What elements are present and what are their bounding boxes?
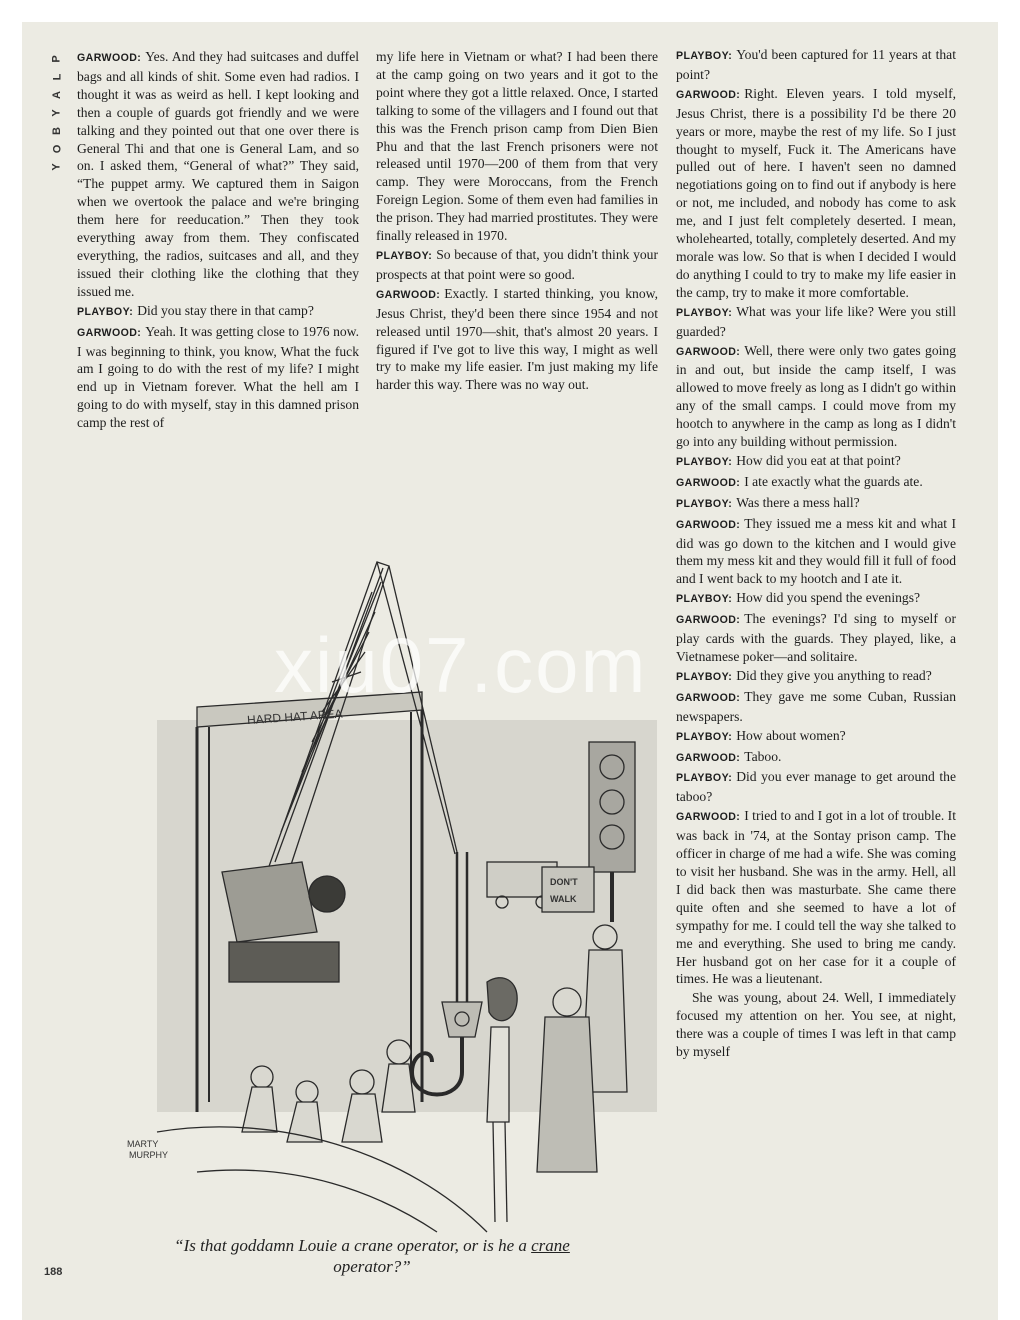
- speaker-label: GARWOOD:: [676, 751, 741, 764]
- text-column-3: [676, 46, 956, 1062]
- paragraph-text: They issued me a mess kit and what I did was go down to the kitchen and I would give them my mess kit and they would fill it full of food and I went back to my hootch and I ate it.: [676, 515, 956, 587]
- speaker-label: GARWOOD:: [676, 691, 741, 704]
- caption-part-2: operator?”: [333, 1257, 411, 1276]
- magazine-page: [22, 22, 998, 1320]
- interview-paragraph: [676, 515, 956, 589]
- interview-paragraph: [676, 748, 956, 768]
- speaker-label: PLAYBOY:: [676, 670, 733, 683]
- speaker-label: PLAYBOY:: [676, 455, 733, 468]
- artist-signature-line2: MURPHY: [129, 1150, 169, 1160]
- speaker-label: GARWOOD:: [676, 88, 741, 101]
- speaker-label: PLAYBOY:: [676, 306, 733, 319]
- speaker-label: PLAYBOY:: [676, 730, 733, 743]
- brand-letter: L: [50, 73, 63, 81]
- caption-emphasis: crane: [531, 1236, 570, 1255]
- speaker-label: GARWOOD:: [676, 811, 741, 824]
- interview-paragraph: [676, 342, 956, 451]
- speaker-label: GARWOOD:: [676, 518, 741, 531]
- page-number: 188: [44, 1266, 63, 1278]
- speaker-label: GARWOOD:: [77, 326, 142, 339]
- interview-paragraph: [676, 303, 956, 341]
- interview-paragraph: [77, 323, 359, 432]
- interview-paragraph: [77, 48, 359, 301]
- text-column-2: [376, 48, 658, 395]
- paragraph-text: I tried to and I got in a lot of trouble. It was back in '74, at the Sontay prison camp. The officer in charge of me had a wife. She was coming to visit her husband. She was in the army. Hell, all I did back then was masturbate. She came there quite often and she seemed to have a lot of sympathy for me. I could tell the way she talked to me and everything. She used to bring me candy. Her husband got on her case for it a couple of times. He was a lieutenant.: [676, 808, 956, 987]
- dont-walk-sign-line1: DON'T: [550, 877, 578, 887]
- speaker-label: GARWOOD:: [676, 614, 741, 627]
- artist-signature-line1: MARTY: [127, 1139, 159, 1149]
- paragraph-text: What was your life like? Were you still guarded?: [676, 303, 956, 339]
- paragraph-text: Exactly. I started thinking, you know, Jesus Christ, they'd been there since 1954 and not released until 1970—shit, that's almost 20 years. I figured if I've got to live this way, I might as well try to make my life easier. I'm just making my life harder this way. There was no way out.: [376, 285, 658, 393]
- paragraph-text: Did you stay there in that camp?: [137, 302, 314, 318]
- dont-walk-sign-line2: WALK: [550, 894, 577, 904]
- paragraph-text: Was there a mess hall?: [736, 494, 860, 510]
- cartoon-illustration: [127, 532, 657, 1252]
- speaker-label: PLAYBOY:: [676, 497, 733, 510]
- paragraph-text: Did they give you anything to read?: [736, 667, 932, 683]
- paragraph-text: Taboo.: [744, 748, 782, 764]
- interview-paragraph: [676, 46, 956, 84]
- interview-paragraph: [676, 473, 956, 493]
- paragraph-text: Yes. And they had suitcases and duffel bags and all kinds of shit. Some even had radios. I thought it was as weird as hell. I kept looking and then a couple of guards got friendly and we were talking and they pointed out that one over there is General Thi and that one is General Lam, and so on. I asked them, “General of what?” They said, “The puppet army. We captured them in Saigon when we overtook the palace and we're bringing them here for reeducation.” Then they took everything away from them. They confiscated everything, the radios, suitcases and all, and they issued their clothing like the clothing that they issued me.: [77, 49, 359, 299]
- paragraph-text: I ate exactly what the guards ate.: [744, 473, 923, 489]
- paragraph-text: How did you eat at that point?: [736, 452, 901, 468]
- hard-hat-sign-text: HARD HAT AREA: [246, 706, 343, 728]
- interview-paragraph: [376, 285, 658, 394]
- caption-part-1: “Is that goddamn Louie a crane operator, or is he a: [174, 1236, 532, 1255]
- interview-paragraph: [676, 768, 956, 806]
- speaker-label: PLAYBOY:: [376, 249, 433, 262]
- interview-paragraph: [676, 807, 956, 988]
- speaker-label: PLAYBOY:: [676, 772, 733, 785]
- interview-paragraph: [676, 494, 956, 514]
- interview-paragraph: [376, 246, 658, 284]
- paragraph-text: You'd been captured for 11 years at that point?: [676, 47, 956, 82]
- speaker-label: PLAYBOY:: [77, 305, 134, 318]
- text-column-1: [77, 48, 359, 433]
- interview-paragraph: [676, 727, 956, 747]
- interview-paragraph: [676, 688, 956, 726]
- interview-paragraph: [376, 48, 658, 245]
- interview-paragraph: [77, 302, 359, 322]
- brand-letter: Y: [51, 163, 63, 171]
- interview-paragraph: [676, 989, 956, 1061]
- speaker-label: PLAYBOY:: [676, 50, 733, 62]
- brand-letter: O: [51, 144, 63, 154]
- paragraph-text: How about women?: [736, 727, 846, 743]
- interview-paragraph: [676, 452, 956, 472]
- paragraph-text: How did you spend the evenings?: [736, 590, 921, 606]
- interview-paragraph: [676, 589, 956, 609]
- brand-letter: Y: [51, 109, 63, 117]
- paragraph-text: They gave me some Cuban, Russian newspapers.: [676, 688, 956, 724]
- paragraph-text: my life here in Vietnam or what? I had been there at the camp going on two years and it got to the point where they got a little relaxed. Once, I started talking to some of the villagers and I found out that this was the French prison camp from Dien Bien Phu and that the last French prisoners were not released until 1970—200 of them from that very camp. They were Moroccans, from the French Foreign Legion. Some of them even had families in the prison. They had married prostitutes. They were finally released in 1970.: [376, 49, 658, 244]
- speaker-label: PLAYBOY:: [676, 593, 733, 606]
- watermark-text: xiu07.com: [274, 621, 648, 709]
- paragraph-text: Yeah. It was getting close to 1976 now. I was beginning to think, you know, What the fuck am I going to do with the rest of my life? I might end up in Vietnam forever. What the hell am I going to do with myself, stay in this damned prison camp the rest of: [77, 323, 359, 431]
- interview-paragraph: [676, 85, 956, 302]
- brand-letter: P: [51, 55, 63, 63]
- paragraph-text: Did you ever manage to get around the taboo?: [676, 769, 956, 805]
- speaker-label: GARWOOD:: [77, 52, 142, 64]
- speaker-label: GARWOOD:: [676, 345, 741, 358]
- paragraph-text: So because of that, you didn't think your prospects at that point were so good.: [376, 246, 658, 282]
- paragraph-text: The evenings? I'd sing to myself or play cards with the guards. They played, like, a Vietnamese poker—and solitaire.: [676, 611, 956, 664]
- vertical-brand-name: [45, 50, 69, 176]
- paragraph-text: Well, there were only two gates going in and out, but inside the camp itself, I was allowed to move freely as long as I didn't go within any of the small camps. I could move from my hootch to anywhere in the camp as long as I didn't go into any building without permission.: [676, 342, 956, 450]
- brand-letter: B: [50, 127, 63, 135]
- paragraph-text: Right. Eleven years. I told myself, Jesus Christ, there is a possibility I'd be there 20 years or more, maybe the rest of my life. So I just thought to myself, Fuck it. The Americans have pulled out of here. I haven't seen no damned negotiations going on to find out if anybody is here or not, me included, and nobody has come to ask me, and I just felt completely deserted. I mean, wholehearted, totally, completely deserted. And my morale was low. So that is when I decided I would do anything I could to try to make my life easier in the camp, try to make it more comfortable.: [676, 85, 956, 300]
- brand-letter: A: [50, 91, 63, 99]
- speaker-label: GARWOOD:: [376, 288, 441, 301]
- interview-paragraph: [676, 667, 956, 687]
- cartoon-caption: [167, 1235, 577, 1277]
- interview-paragraph: [676, 610, 956, 666]
- paragraph-text: She was young, about 24. Well, I immediately focused my attention on her. You see, at night, there was a couple of times I was left in that camp by myself: [676, 990, 956, 1060]
- speaker-label: GARWOOD:: [676, 476, 741, 489]
